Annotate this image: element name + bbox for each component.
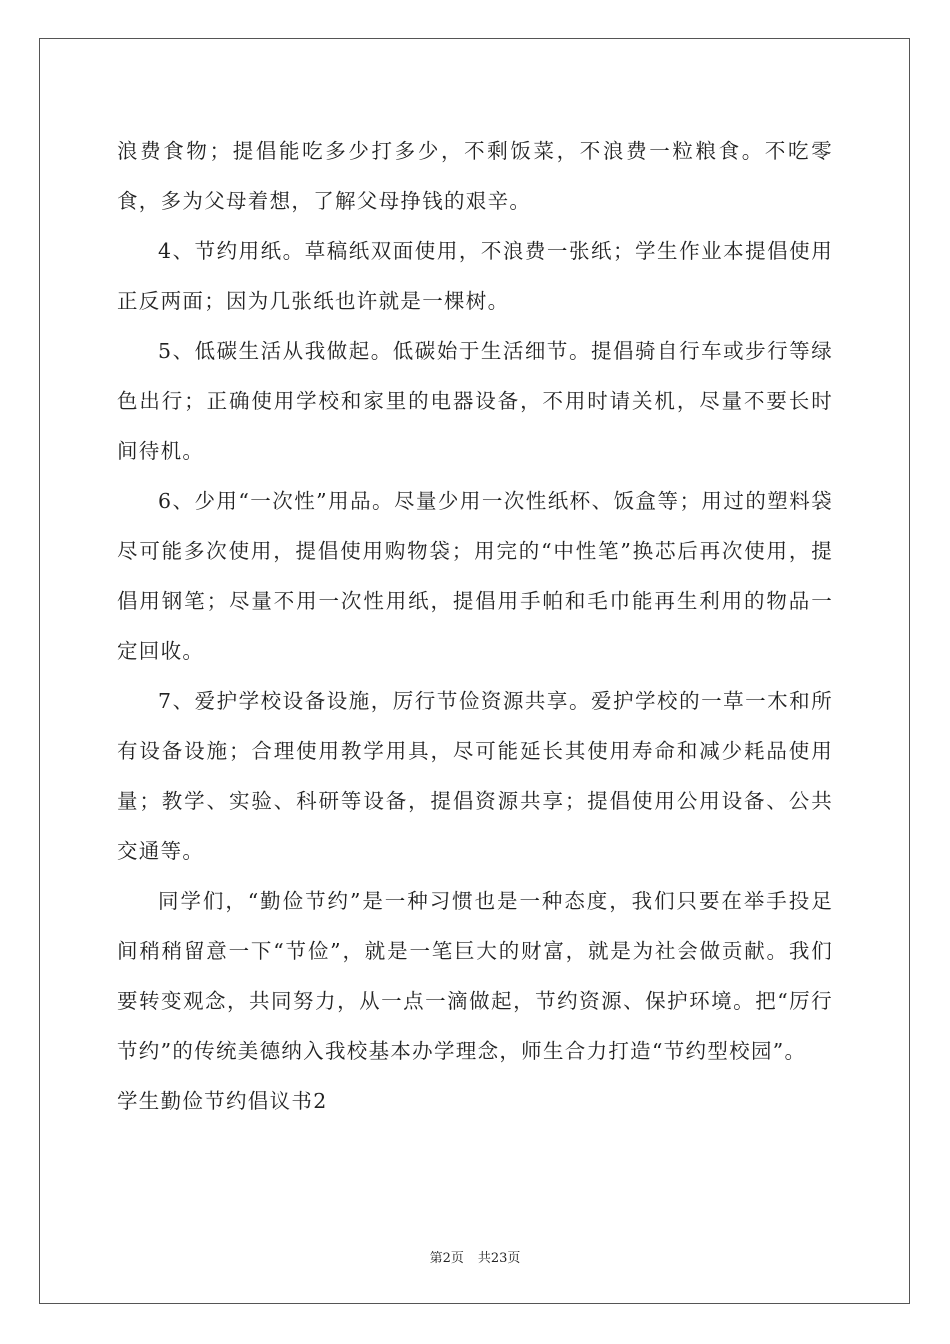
- page-number: 第2页: [429, 1251, 464, 1266]
- paragraph: 6、少用“一次性”用品。尽量少用一次性纸杯、饭盒等；用过的塑料袋尽可能多次使用，提倡使用购物袋；用完的“中性笔”换芯后再次使用，提倡用钢笔；尽量不用一次性用纸，提倡用手帕和毛巾能再生利用的物品一定回收。: [117, 489, 833, 663]
- page-total: 共23页: [477, 1251, 521, 1266]
- page-footer: [0, 1247, 950, 1266]
- paragraph: 浪费食物；提倡能吃多少打多少，不剩饭菜，不浪费一粒粮食。不吃零食，多为父母着想，了解父母挣钱的艰辛。: [117, 139, 833, 213]
- section-heading: 学生勤俭节约倡议书2: [117, 1089, 328, 1113]
- paragraph: 4、节约用纸。草稿纸双面使用，不浪费一张纸；学生作业本提倡使用正反两面；因为几张纸也许就是一棵树。: [117, 239, 833, 313]
- paragraph: 7、爱护学校设备设施，厉行节俭资源共享。爱护学校的一草一木和所有设备设施；合理使用教学用具，尽可能延长其使用寿命和减少耗品使用量；教学、实验、科研等设备，提倡资源共享；提倡使用公用设备、公共交通等。: [117, 689, 833, 863]
- paragraph: 同学们，“勤俭节约”是一种习惯也是一种态度，我们只要在举手投足间稍稍留意一下“节俭”，就是一笔巨大的财富，就是为社会做贡献。我们要转变观念，共同努力，从一点一滴做起，节约资源、保护环境。把“厉行节约”的传统美德纳入我校基本办学理念，师生合力打造“节约型校园”。: [117, 889, 833, 1063]
- document-body: [117, 126, 833, 1126]
- paragraph: 5、低碳生活从我做起。低碳始于生活细节。提倡骑自行车或步行等绿色出行；正确使用学校和家里的电器设备，不用时请关机，尽量不要长时间待机。: [117, 339, 833, 463]
